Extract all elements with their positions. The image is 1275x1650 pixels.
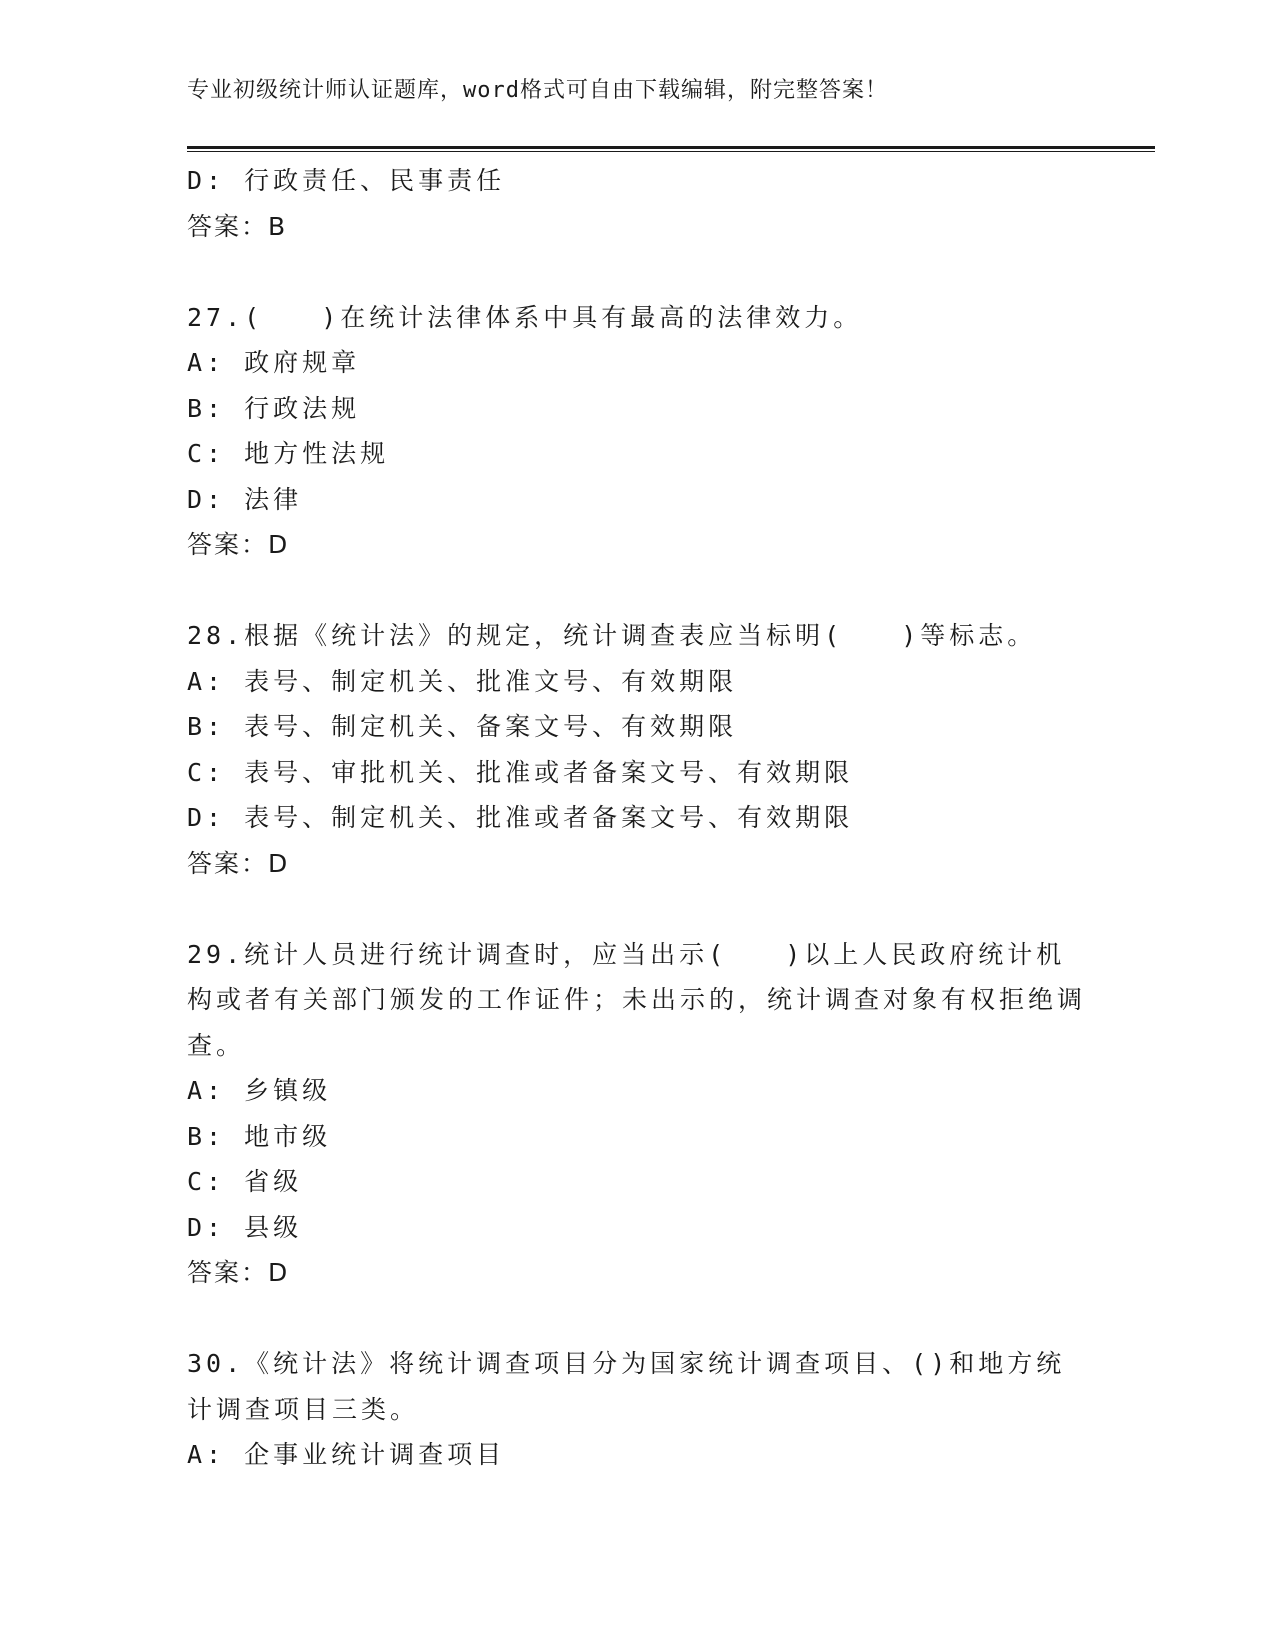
option-c: C: 省级	[187, 1167, 303, 1196]
option-b: B: 地市级	[187, 1121, 332, 1151]
spacer	[187, 886, 1087, 932]
answer-label: 答案：D	[187, 848, 290, 878]
option-a: A: 企事业统计调查项目	[187, 1440, 506, 1469]
question-content	[187, 158, 1087, 1478]
option-b: B: 行政法规	[187, 393, 361, 423]
question-text: 28.根据《统计法》的规定，统计调查表应当标明( )等标志。	[187, 621, 1037, 650]
question-text: 27.( )在统计法律体系中具有最高的法律效力。	[187, 302, 863, 332]
answer-label: 答案：D	[187, 1258, 290, 1287]
header-divider-thin	[187, 151, 1155, 152]
answer-label: 答案：B	[187, 211, 288, 241]
question-block-30	[187, 1341, 1087, 1478]
option-d: D: 法律	[187, 484, 303, 514]
spacer	[187, 1296, 1087, 1342]
question-block-28	[187, 613, 1087, 886]
option-c: C: 地方性法规	[187, 439, 390, 468]
option-d: D: 行政责任、民事责任	[187, 166, 506, 195]
spacer	[187, 568, 1087, 614]
spacer	[187, 249, 1087, 295]
option-a: A: 表号、制定机关、批准文号、有效期限	[187, 666, 738, 696]
header-divider-thick	[187, 146, 1155, 149]
option-d: D: 表号、制定机关、批准或者备案文号、有效期限	[187, 803, 854, 832]
question-text: 30.《统计法》将统计调查项目分为国家统计调查项目、()和地方统计调查项目三类。	[187, 1349, 1066, 1424]
option-b: B: 表号、制定机关、备案文号、有效期限	[187, 712, 738, 741]
question-block-27	[187, 295, 1087, 568]
option-d: D: 县级	[187, 1212, 303, 1242]
option-a: A: 政府规章	[187, 348, 361, 377]
question-block-29	[187, 932, 1087, 1296]
question-text: 29.统计人员进行统计调查时，应当出示( )以上人民政府统计机构或者有关部门颁发的工作证件；未出示的，统计调查对象有权拒绝调查。	[187, 939, 1087, 1060]
answer-label: 答案：D	[187, 530, 290, 559]
option-a: A: 乡镇级	[187, 1076, 332, 1105]
option-c: C: 表号、审批机关、批准或者备案文号、有效期限	[187, 757, 854, 787]
page-header: 专业初级统计师认证题库，word格式可自由下载编辑，附完整答案！	[187, 78, 888, 103]
